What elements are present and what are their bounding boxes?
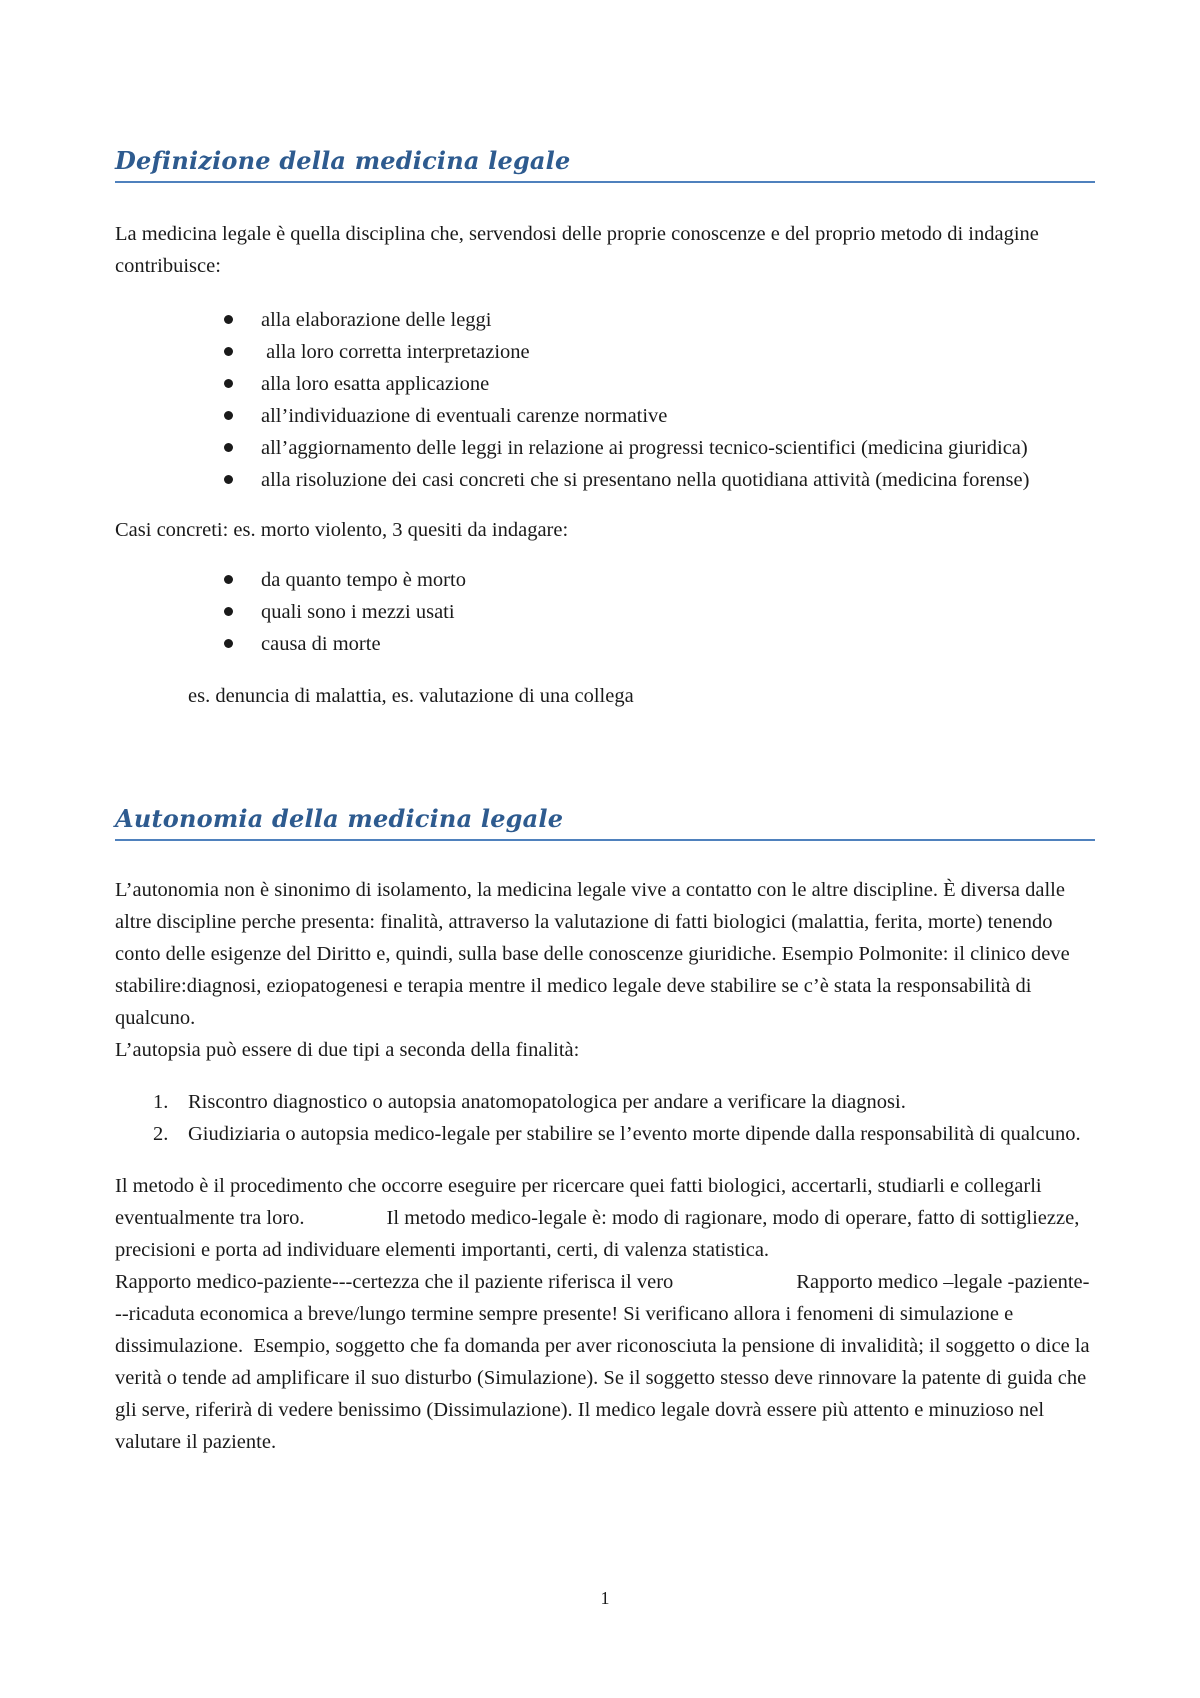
list-item: all’individuazione di eventuali carenze normative <box>115 400 1095 432</box>
bullet-icon <box>224 443 233 452</box>
autonomia-paragraph: L’autonomia non è sinonimo di isolamento, la medicina legale vive a contatto con le altre discipline. È diversa dalle altre discipline perche presenta: finalità, attraverso la valutazione di fatti biologici (malattia, ferita, morte) tenendo conto delle esigenze del Diritto e, quindi, sulla base delle conoscenze giuridiche. Esempio Polmonite: il clinico deve stabilire:diagnosi, eziopatogenesi e terapia mentre il medico legale deve stabilire se c’è stata la responsabilità di qualcuno. <box>115 879 1070 1029</box>
list-item: quali sono i mezzi usati <box>115 596 1095 628</box>
list-item: alla elaborazione delle leggi <box>115 304 1095 336</box>
bullet-icon <box>224 607 233 616</box>
list-item: da quanto tempo è morto <box>115 564 1095 596</box>
section-definizione-body <box>115 218 1095 712</box>
examples-line: es. denuncia di malattia, es. valutazione di una collega <box>188 685 634 707</box>
section-heading-autonomia: Autonomia della medicina legale <box>115 804 1095 841</box>
list-item: alla loro esatta applicazione <box>115 368 1095 400</box>
bullet-icon <box>224 475 233 484</box>
metodo-paragraph: Il metodo è il procedimento che occorre eseguire per ricercare quei fatti biologici, accertarli, studiarli e collegarli eventualmente tra loro. Il metodo medico-legale è: modo di ragionare, modo di operare, fatto di sottigliezze, precisioni e porta ad individuare elementi importanti, certi, di valenza statistica. Rapporto medico-paziente---certezza che il paziente riferisca il vero Rapporto medico –legale -paziente---ricaduta economica a breve/lungo termine sempre presente! Si verificano allora i fenomeni di simulazione e dissimulazione. Esempio, soggetto che fa domanda per aver riconosciuta la pensione di invalidità; il soggetto o dice la verità o tende ad amplificare il suo disturbo (Simulazione). Se il soggetto stesso deve rinnovare la patente di guida che gli serve, riferirà di vedere benissimo (Dissimulazione). Il medico legale dovrà essere più attento e minuzioso nel valutare il paziente. <box>115 1175 1095 1453</box>
list-item: alla loro corretta interpretazione <box>115 336 1095 368</box>
list-item: 2. Giudiziaria o autopsia medico-legale per stabilire se l’evento morte dipende dalla responsabilità di qualcuno. <box>153 1123 1081 1145</box>
list-item: all’aggiornamento delle leggi in relazione ai progressi tecnico-scientifici (medicina giuridica) <box>115 432 1095 464</box>
page-number: 1 <box>600 1588 610 1608</box>
section-heading-definizione: Definizione della medicina legale <box>115 146 1095 183</box>
bullet-icon <box>224 347 233 356</box>
bullet-icon <box>224 379 233 388</box>
bullet-icon <box>224 639 233 648</box>
cases-list <box>115 564 1095 660</box>
autopsy-types-list <box>115 1086 1095 1150</box>
list-item: alla risoluzione dei casi concreti che si presentano nella quotidiana attività (medicina forense) <box>115 464 1095 496</box>
cases-intro: Casi concreti: es. morto violento, 3 quesiti da indagare: <box>115 519 569 541</box>
autopsia-intro: L’autopsia può essere di due tipi a seconda della finalità: <box>115 1039 580 1061</box>
bullet-icon <box>224 315 233 324</box>
contributions-list <box>115 304 1095 496</box>
bullet-icon <box>224 411 233 420</box>
list-item: 1. Riscontro diagnostico o autopsia anatomopatologica per andare a verificare la diagnosi. <box>153 1091 906 1113</box>
intro-paragraph: La medicina legale è quella disciplina che, servendosi delle proprie conoscenze e del proprio metodo di indagine contribuisce: <box>115 223 1039 277</box>
list-item: causa di morte <box>115 628 1095 660</box>
bullet-icon <box>224 575 233 584</box>
section-autonomia-body <box>115 874 1095 1458</box>
